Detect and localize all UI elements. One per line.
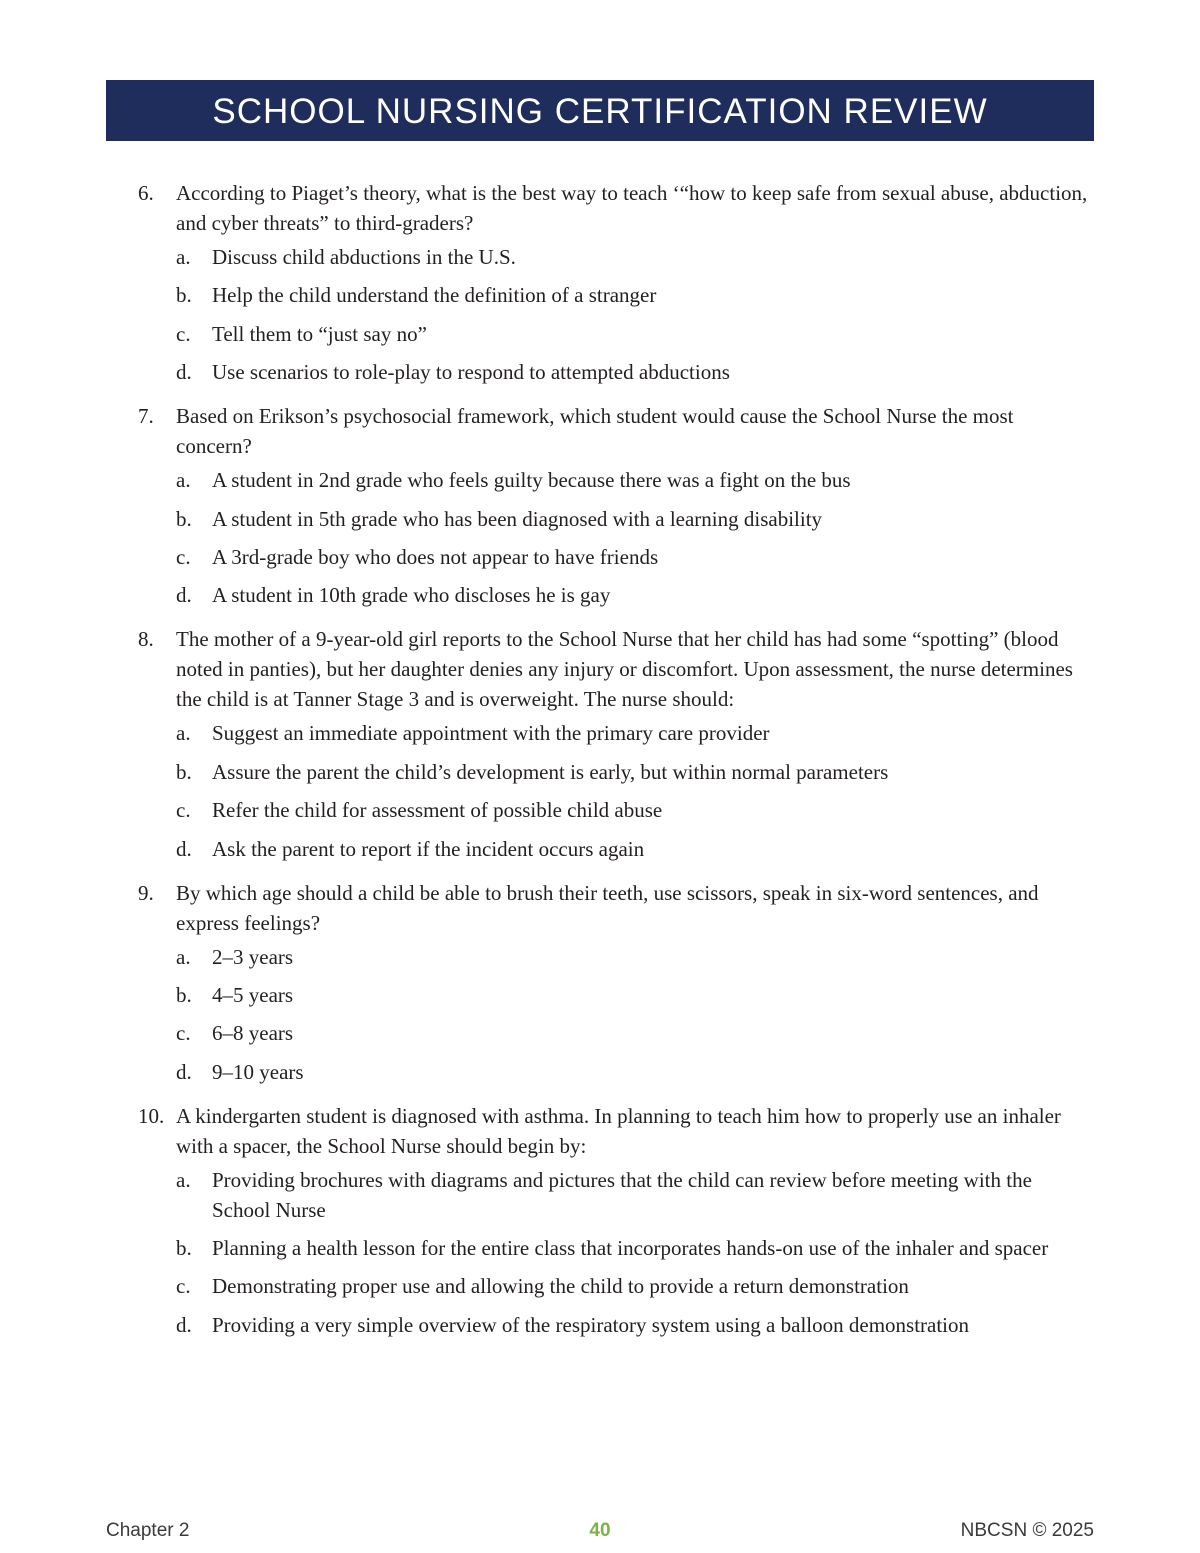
option-text: Help the child understand the definition of a stranger [212,283,657,308]
option-text: A student in 10th grade who discloses he is gay [212,583,611,608]
option-text: 9–10 years [212,1059,304,1084]
option-letter: d. [176,583,192,608]
question-number: 9. [138,880,154,905]
answer-option [176,580,1088,610]
option-letter: c. [176,1274,191,1299]
option-text: Suggest an immediate appointment with the primary care provider [212,721,770,746]
option-text: 4–5 years [212,982,294,1007]
answer-options [176,1165,1088,1340]
question-list [138,178,1088,1354]
option-letter: a. [176,944,191,969]
option-letter: c. [176,798,191,823]
option-text: Discuss child abductions in the U.S. [212,245,516,269]
answer-options [176,242,1088,387]
question-number: 10. [138,1103,165,1128]
page-number: 40 [589,1520,611,1541]
answer-option [176,1018,1088,1048]
answer-option [176,504,1088,534]
option-text: Tell them to “just say no” [212,321,427,346]
option-text: Use scenarios to role-play to respond to attempted abductions [212,360,730,385]
answer-options [176,718,1088,863]
option-text: Ask the parent to report if the incident occurs again [212,836,645,861]
question-text: The mother of a 9-year-old girl reports to the School Nurse that her child has had some “spotting” (blood noted in panties), but her daughter denies any injury or discomfort. Upon assessment, the nurse determines the child is at Tanner Stage 3 and is overweight. The nurse should: [176,627,1073,712]
answer-option [176,1271,1088,1301]
question-number: 6. [138,181,154,205]
answer-option [176,718,1088,748]
question-text: According to Piaget’s theory, what is the best way to teach ‘“how to keep safe from sexual abuse, abduction, and cyber threats” to third-graders? [176,181,1088,235]
answer-option [176,1233,1088,1263]
question-number: 7. [138,404,154,429]
option-letter: b. [176,1236,192,1261]
option-letter: a. [176,721,191,746]
option-letter: a. [176,1167,191,1192]
question-6 [138,178,1088,387]
question-9 [138,878,1088,1087]
answer-option [176,1165,1088,1225]
header-banner [106,80,1094,141]
option-text: 6–8 years [212,1021,294,1046]
question-text: Based on Erikson’s psychosocial framework, which student would cause the School Nurse the most concern? [176,404,1014,459]
option-text: Demonstrating proper use and allowing the child to provide a return demonstration [212,1274,909,1299]
question-7 [138,401,1088,610]
question-10 [138,1101,1088,1340]
answer-options [176,465,1088,610]
answer-option [176,795,1088,825]
answer-option [176,980,1088,1010]
option-letter: b. [176,283,192,308]
question-number: 8. [138,627,154,652]
answer-option [176,1310,1088,1340]
page-footer [106,1520,1094,1546]
option-letter: c. [176,321,191,346]
question-8 [138,624,1088,863]
option-letter: d. [176,360,192,385]
answer-option [176,465,1088,495]
option-letter: b. [176,982,192,1007]
option-text: Planning a health lesson for the entire class that incorporates hands-on use of the inhaler and spacer [212,1236,1049,1261]
question-text: A kindergarten student is diagnosed with asthma. In planning to teach him how to properly use an inhaler with a spacer, the School Nurse should begin by: [176,1103,1061,1158]
answer-option [176,1057,1088,1087]
option-text: A student in 5th grade who has been diagnosed with a learning disability [212,506,823,531]
option-letter: d. [176,1059,192,1084]
option-letter: b. [176,506,192,531]
option-letter: b. [176,759,192,784]
answer-option [176,942,1088,972]
option-letter: d. [176,836,192,861]
option-text: A 3rd-grade boy who does not appear to have friends [212,544,659,569]
answer-option [176,542,1088,572]
option-text: Refer the child for assessment of possible child abuse [212,798,663,823]
chapter-label: Chapter 2 [106,1520,190,1541]
answer-option [176,834,1088,864]
option-letter: a. [176,468,191,493]
page-title: SCHOOL NURSING CERTIFICATION REVIEW [212,92,988,131]
option-letter: d. [176,1312,192,1337]
option-text: Providing a very simple overview of the respiratory system using a balloon demonstration [212,1312,970,1337]
option-letter: a. [176,245,191,269]
option-letter: c. [176,544,191,569]
copyright-notice: NBCSN © 2025 [960,1520,1094,1541]
option-text: A student in 2nd grade who feels guilty because there was a fight on the bus [212,468,851,493]
option-text: 2–3 years [212,944,294,969]
question-text: By which age should a child be able to brush their teeth, use scissors, speak in six-word sentences, and express feelings? [176,880,1039,935]
answer-option [176,357,1088,387]
answer-option [176,319,1088,349]
answer-option [176,757,1088,787]
answer-option [176,242,1088,272]
option-letter: c. [176,1021,191,1046]
option-text: Providing brochures with diagrams and pictures that the child can review before meeting with the School Nurse [212,1167,1032,1222]
answer-option [176,280,1088,310]
option-text: Assure the parent the child’s development is early, but within normal parameters [212,759,889,784]
answer-options [176,942,1088,1087]
